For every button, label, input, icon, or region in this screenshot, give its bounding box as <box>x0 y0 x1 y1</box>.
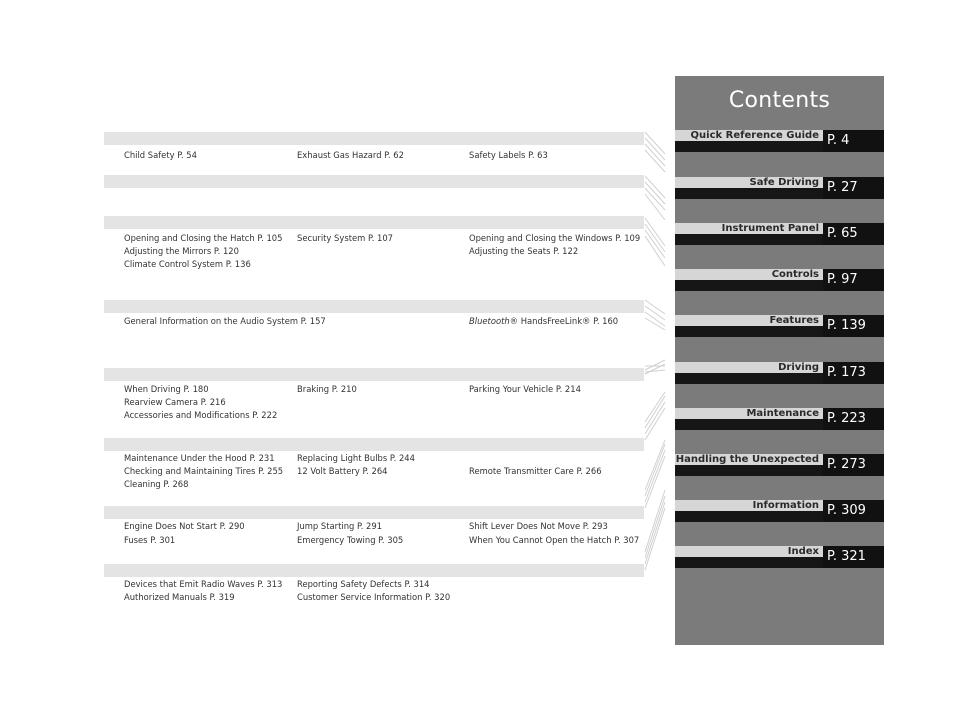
entry-when-driving[interactable]: When Driving P. 180 <box>124 384 209 394</box>
tab-label: Information <box>752 500 819 511</box>
tab-features[interactable] <box>675 315 884 337</box>
tab-dark-band <box>675 141 826 152</box>
entry-shift-lever[interactable]: Shift Lever Does Not Move P. 293 <box>469 521 608 531</box>
entry-audio-system[interactable]: General Information on the Audio System P. 157 <box>124 316 326 326</box>
entry-climate-control[interactable]: Climate Control System P. 136 <box>124 259 251 269</box>
tab-label: Quick Reference Guide <box>690 130 819 141</box>
tab-dark-band <box>675 234 826 245</box>
tab-page-number: P. 139 <box>823 315 884 337</box>
entry-fuses[interactable]: Fuses P. 301 <box>124 535 176 545</box>
tab-dark-band <box>675 280 826 291</box>
tab-label: Handling the Unexpected <box>675 454 819 465</box>
section-bar-unexpected <box>104 506 644 519</box>
entry-parking[interactable]: Parking Your Vehicle P. 214 <box>469 384 581 394</box>
section-bar-information <box>104 564 644 577</box>
section-bar-safe-driving <box>104 132 644 145</box>
tab-label: Safe Driving <box>749 177 819 188</box>
entry-braking[interactable]: Braking P. 210 <box>297 384 357 394</box>
entry-remote-transmitter[interactable]: Remote Transmitter Care P. 266 <box>469 466 602 476</box>
entry-tires[interactable]: Checking and Maintaining Tires P. 255 <box>124 466 284 476</box>
section-bar-instrument-panel <box>104 175 644 188</box>
entry-engine-not-start[interactable]: Engine Does Not Start P. 290 <box>124 521 245 531</box>
entry-security-system[interactable]: Security System P. 107 <box>297 233 393 243</box>
entry-bluetooth-handsfreelink[interactable] <box>469 316 618 327</box>
entry-authorized-manuals[interactable]: Authorized Manuals P. 319 <box>124 592 235 602</box>
entry-hatch[interactable]: Opening and Closing the Hatch P. 105 <box>124 233 283 243</box>
tab-label: Controls <box>771 269 819 280</box>
entry-jump-starting[interactable]: Jump Starting P. 291 <box>297 521 383 531</box>
entry-radio-waves[interactable]: Devices that Emit Radio Waves P. 313 <box>124 579 283 589</box>
section-bar-driving <box>104 368 644 381</box>
tab-page-number: P. 223 <box>823 408 884 430</box>
entry-child-safety[interactable]: Child Safety P. 54 <box>124 150 197 160</box>
tab-dark-band <box>675 326 826 337</box>
tab-dark-band <box>675 511 826 522</box>
entry-reporting-defects[interactable]: Reporting Safety Defects P. 314 <box>297 579 430 589</box>
tab-label: Maintenance <box>746 408 819 419</box>
entry-under-hood[interactable]: Maintenance Under the Hood P. 231 <box>124 453 275 463</box>
tab-index[interactable] <box>675 546 884 568</box>
section-bar-controls <box>104 216 644 229</box>
entry-windows[interactable]: Opening and Closing the Windows P. 109 <box>469 233 641 243</box>
connector-hatch <box>645 124 665 584</box>
entry-exhaust-gas-hazard[interactable]: Exhaust Gas Hazard P. 62 <box>297 150 404 160</box>
entry-mirrors[interactable]: Adjusting the Mirrors P. 120 <box>124 246 239 256</box>
tab-page-number: P. 309 <box>823 500 884 522</box>
tab-dark-band <box>675 419 826 430</box>
tab-page-number: P. 65 <box>823 223 884 245</box>
entry-safety-labels[interactable]: Safety Labels P. 63 <box>469 150 548 160</box>
tab-dark-band <box>675 188 826 199</box>
tab-information[interactable] <box>675 500 884 522</box>
entry-customer-service[interactable]: Customer Service Information P. 320 <box>297 592 451 602</box>
entry-cleaning[interactable]: Cleaning P. 268 <box>124 479 189 489</box>
bluetooth-brand: Bluetooth <box>469 316 510 326</box>
entry-cannot-open-hatch[interactable]: When You Cannot Open the Hatch P. 307 <box>469 535 640 545</box>
tab-page-number: P. 4 <box>823 130 884 152</box>
tab-page-number: P. 173 <box>823 362 884 384</box>
entry-emergency-towing[interactable]: Emergency Towing P. 305 <box>297 535 404 545</box>
tab-label: Features <box>769 315 819 326</box>
tab-dark-band <box>675 373 826 384</box>
tab-driving[interactable] <box>675 362 884 384</box>
tab-label: Index <box>787 546 819 557</box>
entry-light-bulbs[interactable]: Replacing Light Bulbs P. 244 <box>297 453 415 463</box>
tab-dark-band <box>675 465 826 476</box>
tab-page-number: P. 273 <box>823 454 884 476</box>
tab-label: Driving <box>778 362 819 373</box>
tab-safe-driving[interactable] <box>675 177 884 199</box>
section-bar-features <box>104 300 644 313</box>
tab-instrument-panel[interactable] <box>675 223 884 245</box>
entry-rearview-camera[interactable]: Rearview Camera P. 216 <box>124 397 226 407</box>
tab-label: Instrument Panel <box>721 223 819 234</box>
tab-page-number: P. 321 <box>823 546 884 568</box>
tab-page-number: P. 97 <box>823 269 884 291</box>
tab-maintenance[interactable] <box>675 408 884 430</box>
section-bar-maintenance <box>104 438 644 451</box>
tab-quick-reference-guide[interactable] <box>675 130 884 152</box>
tab-controls[interactable] <box>675 269 884 291</box>
tab-dark-band <box>675 557 826 568</box>
entry-12v-battery[interactable]: 12 Volt Battery P. 264 <box>297 466 388 476</box>
tab-page-number: P. 27 <box>823 177 884 199</box>
tab-handling-the-unexpected[interactable] <box>675 454 884 476</box>
contents-panel <box>675 76 884 645</box>
entry-seats[interactable]: Adjusting the Seats P. 122 <box>469 246 579 256</box>
bluetooth-rest: ® HandsFreeLink® P. 160 <box>509 316 619 326</box>
entry-accessories[interactable]: Accessories and Modifications P. 222 <box>124 410 278 420</box>
contents-title: Contents <box>728 88 831 113</box>
